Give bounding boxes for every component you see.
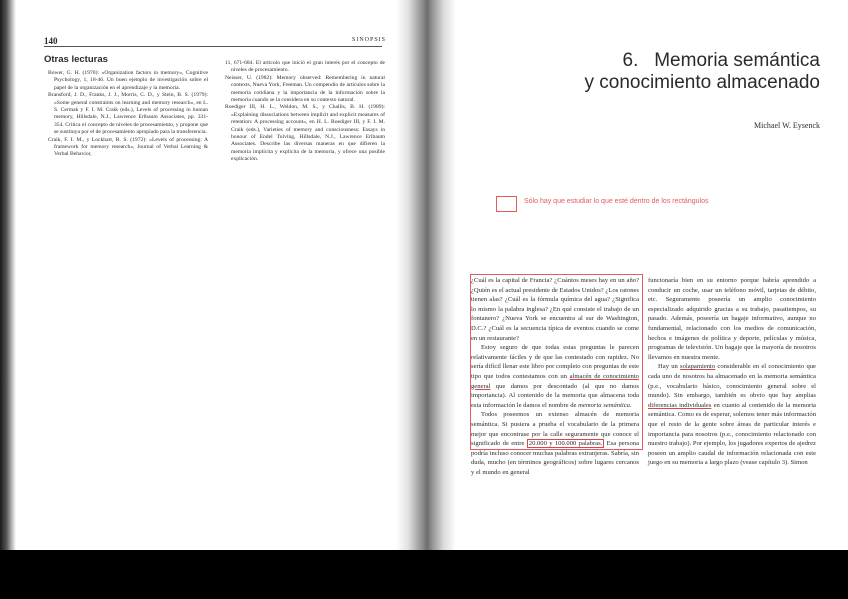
chapter-title bbox=[520, 50, 820, 94]
paragraph bbox=[471, 343, 639, 410]
scan-border-bottom bbox=[0, 550, 848, 599]
key-term: almacén de conocimiento general bbox=[471, 372, 639, 390]
paragraph: funcionaría bien en su entorno porque habría aprendido a conducir un coche, usar un teléfono móvil, tarjetas de débito, etc. Seguramente poseería un amplio conocimiento especializado adquirido gracias a su trabajo, pasatiempos, su pasado. Además, poseería un bagaje informativo, aunque no fundamental, relacionado con los medios de comunicación, hechos e imágenes de política y deporte, películas y música, programas de televisión. Un bagaje que la mayoría de nosotros llevamos en nuestra mente. bbox=[648, 277, 816, 361]
paragraph bbox=[648, 362, 816, 468]
paragraph bbox=[471, 410, 639, 477]
paragraph-text: Esa persona podría incluso conocer muchas palabras extranjeras. Sabría, sin duda, mucho (en términos geográficos) sobre lugares cercanos y el mundo en general bbox=[471, 440, 640, 476]
paragraph-text: considerable en el conocimiento que cada uno de nosotros ha almacenado en la memoria semántica (p.e., vocabulario básico, conocimiento general sobre el mundo). Sin embargo, también es obvio que hay amplias bbox=[648, 363, 816, 400]
chapter-title-line-2: y conocimiento almacenado bbox=[584, 72, 820, 93]
key-term: diferencias individuales bbox=[648, 401, 712, 409]
body-column-right bbox=[648, 276, 816, 468]
paragraph-text: Todos poseemos un extenso almacén de memoria semántica. Si pusiera a prueba el vocabulario de la primera mejor que encontrase por la calle seguramente que conoce el significado de entre bbox=[471, 411, 639, 448]
paragraph-text: Estoy seguro de que todas estas preguntas le parecen relativamente fáciles y de que las contestado con rapidez. No sería difícil llenar este libro por completo con preguntas de este tipo que todos contestamos con un bbox=[471, 344, 639, 380]
paragraph-text: Hay un bbox=[658, 363, 678, 371]
paragraph: ¿Cuál es la capital de Francia? ¿Cuántos meses hay en un año? ¿Quién es el actual presidente de Estados Unidos? ¿Los ratones tienen alas? ¿Cuál es la fórmula química del agua? ¿Significa lo mismo la palabra inglesa? ¿En qué consiste el trabajo de un fontanero? ¿Nueva York se encuentra al sur de Washington, D.C.? ¿Cuál es la secuencia típica de eventos cuando se come en un restaurante? bbox=[471, 277, 639, 342]
chapter-title-line-1: Memoria semántica bbox=[654, 50, 820, 71]
key-figure: 20.000 y 100.000 palabras. bbox=[528, 440, 603, 448]
reference-entry: Roediger III, H. L., Weldon, M. S., y Challis, B. H. (1989): «Explaining dissociations between implicit and explicit measures of retention: A processing account», en H. L. Roediger III, y F. I. M. Craik (eds.), Varieties of memory and consciousness: Essays in honour of Endel Tulving, Hillsdale, N.J., Lawrence Erlbaum Associates. Describe las diversas maneras en que difieren la memoria implícita y explícita de la memoria, y ofrece una posible explicación. bbox=[225, 104, 385, 163]
section-title: Otras lecturas bbox=[44, 54, 108, 65]
key-term: memoria semántica. bbox=[578, 401, 632, 409]
chapter-number: 6. bbox=[622, 50, 639, 71]
book-gutter bbox=[396, 0, 456, 550]
page-shadow-left bbox=[0, 0, 16, 550]
references-column-1 bbox=[48, 70, 208, 159]
reference-entry: Neisser, U. (1982): Memory observed: Remembering in natural contexts, Nueva York, Freeman. Un compendio de artículos sobre la memoria cotidiana y la importancia de la información sobre la memoria cuando se la considera en su contexto natural. bbox=[225, 74, 385, 104]
reference-entry: Craik, F. I. M., y Lockhart, R. S. (1972): «Levels of processing: A framework for memory research», Journal of Verbal Learning & Verbal Behavior, bbox=[48, 136, 208, 158]
references-column-2 bbox=[225, 60, 385, 164]
reference-entry: 11, 671-684. El artículo que inició el gran interés por el concepto de niveles de procesamiento. bbox=[225, 60, 385, 74]
running-head: SINOPSIS bbox=[352, 37, 387, 43]
paragraph-text: en cuanto al contenido de la memoria semántica. Como es de esperar, solemos tener más información que el resto de la gente sobre áreas de particular interés e importancia para nosotros (p.e., conocimiento relacionado con nuestro trabajo). Por ejemplo, los jugadores expertos de ajedrez poseen un amplio caudal de información relacionada con este juego en su memoria a largo plazo (vease capítulo 3). Simon bbox=[648, 401, 816, 467]
reference-entry: Bower, G. H. (1970): «Organization factors in memory», Cognitive Psychology, 1, 18-46. Un buen ejemplo de investigación sobre el papel de la organización en el aprendizaje y la memoria. bbox=[48, 70, 208, 91]
paragraph-text: que damos por descontado (al que no damos importancia). Al contenido de la memoria que almacena toda esta información le damos el nombre de bbox=[471, 382, 639, 409]
chapter-author: Michael W. Eysenck bbox=[754, 121, 820, 130]
annotation-legend-box bbox=[496, 196, 517, 212]
header-rule bbox=[44, 46, 382, 47]
annotation-note: Sólo hay que estudiar lo que esté dentro de los rectángulos bbox=[524, 198, 709, 205]
key-term: solapamiento bbox=[680, 363, 716, 371]
reference-entry: Bransford, J. D., Franks, J. J., Morris, C. D., y Stein, B. S. (1979): «Some general constraints on learning and memory research», en L. S. Cermak y F. I. M. Craik (eds.), Levels of processing in human memory, Hillsdale, N.J., Lawrence Erlbaum Associates, pp. 331-354. Critica el concepto de niveles de procesamiento, y propone que se sustituya por el de procesamiento apropiado para la transferencia. bbox=[48, 92, 208, 136]
body-column-left bbox=[471, 276, 639, 477]
page-number: 140 bbox=[44, 36, 58, 46]
